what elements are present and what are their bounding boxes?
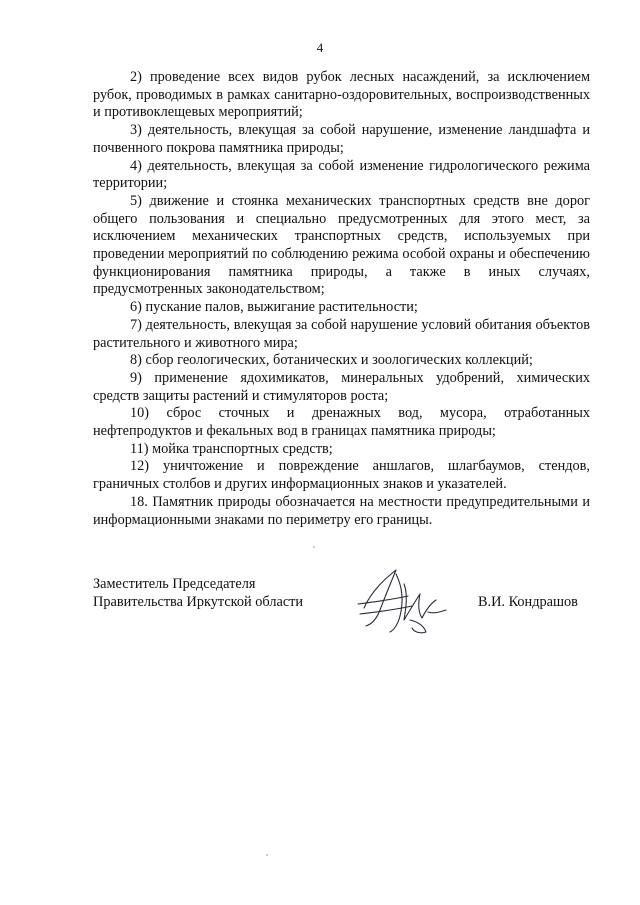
paragraph-item-7: 7) деятельность, влекущая за собой нарушение условий обитания объектов растительного и животного мира; [93,316,590,351]
signatory-title-line1: Заместитель Председателя [93,576,256,592]
paragraph-item-9: 9) применение ядохимикатов, минеральных удобрений, химических средств защиты растений и стимуляторов роста; [93,369,590,404]
signatory-name: В.И. Кондрашов [478,594,578,610]
signatory-title [93,575,303,611]
paragraph-item-8: 8) сбор геологических, ботанических и зоологических коллекций; [130,352,533,369]
paragraph-item-10: 10) сброс сточных и дренажных вод, мусора, отработанных нефтепродуктов и фекальных вод в границах памятника природы; [93,405,590,440]
paragraph-section-18: 18. Памятник природы обозначается на местности предупредительными и информационными знаками по периметру его границы. [93,493,590,528]
page-number: 4 [316,40,324,55]
paragraph-item-4: 4) деятельность, влекущая за собой изменение гидрологического режима территории; [93,157,590,192]
paragraph-item-3: 3) деятельность, влекущая за собой нарушение, изменение ландшафта и почвенного покрова памятника природы; [93,122,590,156]
paragraph-item-12: 12) уничтожение и повреждение аншлагов, шлагбаумов, стендов, граничных столбов и других информационных знаков и указателей. [93,458,590,493]
document-body [93,69,590,529]
paragraph-item-5: 5) движение и стоянка механических транспортных средств вне дорог общего пользования и специально предусмотренных для этого мест, за исключением механических транспортных средств, используемых при проведении мероприятий по соблюдению режима особой охраны и обеспечению функционирования памятника природы, а также в иных случаях, предусмотренных законодательством; [93,192,590,298]
scan-speck [313,546,315,548]
paragraph-item-2: 2) проведение всех видов рубок лесных насаждений, за исключением рубок, проводимых в рамках санитарно-оздоровительных, воспроизводственных и противоклещевых мероприятий; [93,69,590,121]
paragraph-item-11: 11) мойка транспортных средств; [130,440,333,457]
handwritten-signature [350,560,460,640]
paragraph-item-6: 6) пускание палов, выжигание растительности; [130,299,418,316]
scan-speck [266,854,268,856]
signatory-title-line2: Правительства Иркутской области [93,594,304,610]
